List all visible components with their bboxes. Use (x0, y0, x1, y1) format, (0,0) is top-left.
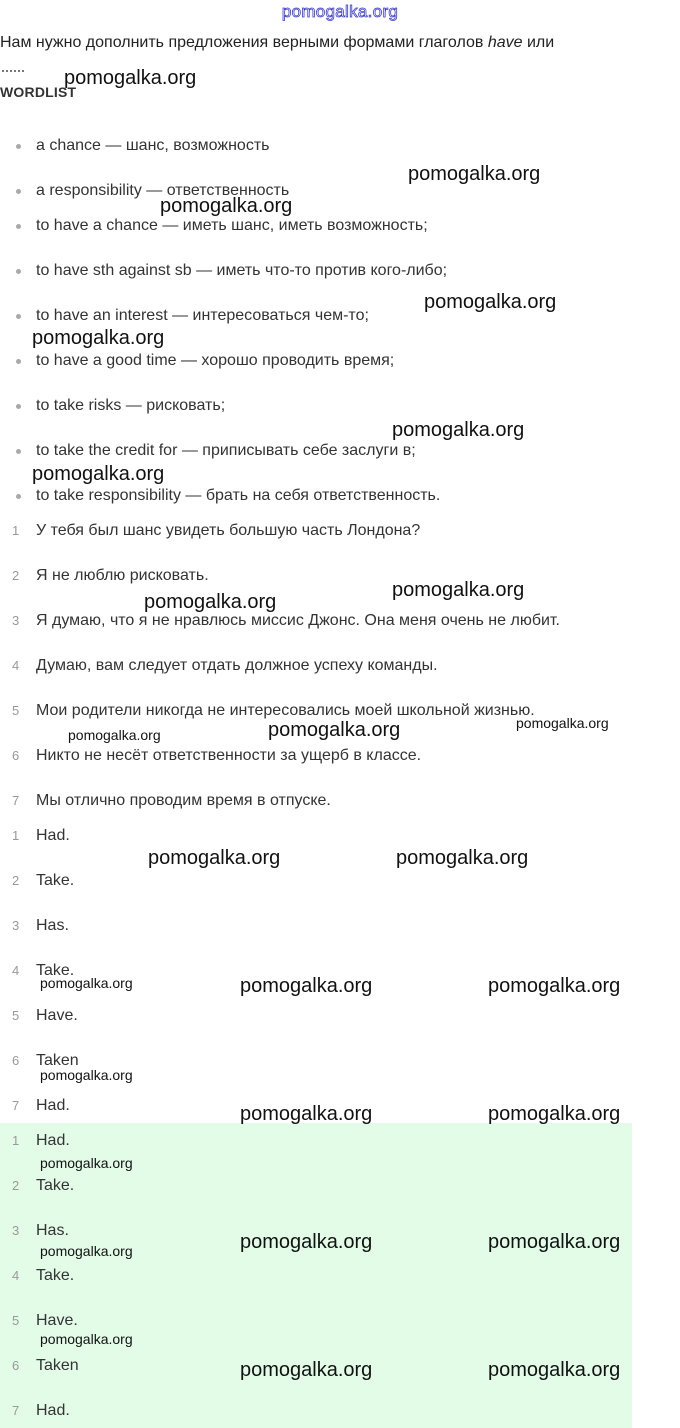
watermark: pomogalka.org (408, 163, 541, 185)
watermark: pomogalka.org (240, 1231, 373, 1253)
watermark: pomogalka.org (40, 975, 133, 991)
watermark: pomogalka.org (64, 67, 197, 89)
watermark: pomogalka.org (240, 1103, 373, 1125)
watermark: pomogalka.org (392, 419, 525, 441)
bullet-icon (16, 494, 21, 499)
bullet-icon (16, 449, 21, 454)
watermark: pomogalka.org (32, 463, 165, 485)
watermark: pomogalka.org (396, 847, 529, 869)
intro-text (0, 34, 554, 52)
bullet-icon (16, 359, 21, 364)
watermark: pomogalka.org (240, 1359, 373, 1381)
watermark: pomogalka.org (488, 1231, 621, 1253)
bullet-icon (16, 189, 21, 194)
watermark: pomogalka.org (40, 1067, 133, 1083)
watermark: pomogalka.org (268, 719, 401, 741)
cut-off-text-line (2, 70, 24, 75)
watermark: pomogalka.org (160, 195, 293, 217)
watermark: pomogalka.org (488, 1359, 621, 1381)
intro-tail: или (522, 34, 555, 51)
watermark: pomogalka.org (40, 1155, 133, 1171)
watermark: pomogalka.org (32, 327, 165, 349)
watermark: pomogalka.org (392, 579, 525, 601)
watermark: pomogalka.org (516, 715, 609, 731)
watermark: pomogalka.org (148, 847, 281, 869)
intro-main: Нам нужно дополнить предложения верными формами глаголов (0, 34, 488, 51)
watermark: pomogalka.org (488, 1103, 621, 1125)
bullet-icon (16, 224, 21, 229)
watermark: pomogalka.org (40, 1243, 133, 1259)
wordlist-title: WORDLIST (0, 84, 77, 100)
bullet-icon (16, 144, 21, 149)
bullet-icon (16, 404, 21, 409)
watermark: pomogalka.org (144, 591, 277, 613)
watermark: pomogalka.org (40, 1331, 133, 1347)
watermark: pomogalka.org (68, 727, 161, 743)
watermark: pomogalka.org (488, 975, 621, 997)
watermark: pomogalka.org (240, 975, 373, 997)
bullet-icon (16, 269, 21, 274)
site-logo: pomogalka.org (281, 2, 399, 21)
intro-em: have (487, 34, 523, 51)
watermark: pomogalka.org (424, 291, 557, 313)
bullet-icon (16, 314, 21, 319)
